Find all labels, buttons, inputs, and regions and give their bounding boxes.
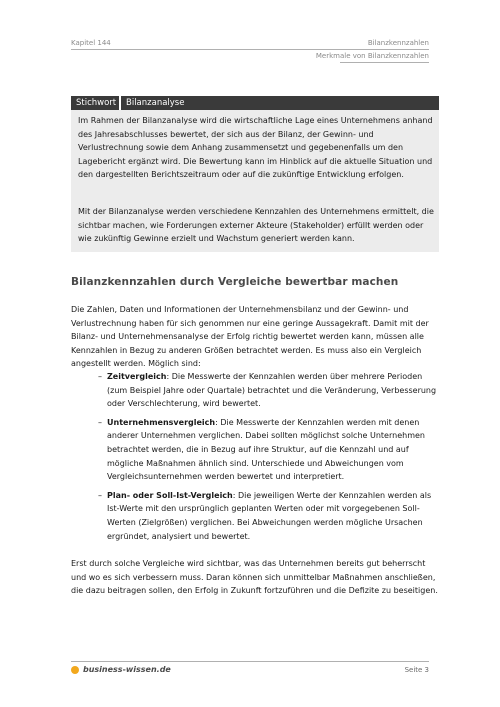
list-item-text: : Die jeweiligen Werte der Kennzahlen werden als Ist-Werte mit den ursprünglich geplanten Werten oder mit vorgegebenen Soll-Werten (Zielgrößen) verglichen. Bei Abweichungen werden mögliche Ursachen ergründet, analysiert und bewertet. [107, 490, 432, 541]
site-logo-text: business-wissen.de [83, 665, 171, 674]
subtitle-divider [340, 62, 429, 63]
section-subtitle: Merkmale von Bilanzkennzahlen [315, 52, 429, 60]
list-item-text: : Die Messwerte der Kennzahlen werden über mehrere Perioden (zum Beispiel Jahre oder Quartale) betrachtet und die Veränderung, Verbesserung oder Verschlechterung, wird bewertet. [107, 372, 437, 409]
page-number: Seite 3 [404, 666, 429, 674]
definition-paragraph-2: Mit der Bilanzanalyse werden verschiedene Kennzahlen des Unternehmens ermittelt, die sichtbar machen, wie Forderungen externer Akteure (Stakeholder) erfüllt werden oder wie zukünftig Gewinne erzielt und Wachstum generiert werden kann. [78, 207, 434, 244]
list-item-term: Unternehmensvergleich [107, 417, 216, 427]
list-dash: – [98, 372, 102, 381]
keyword-label: Stichwort [76, 98, 117, 108]
logo-dot-icon [71, 666, 79, 674]
intro-paragraph: Die Zahlen, Daten und Informationen der Unternehmensbilanz und der Gewinn- und Verlustrechnung haben für sich genommen nur eine geringe Aussagekraft. Damit mit der Bilanz- und Unternehmensanalyse der Erfolg richtig bewertet werden kann, müssen alle Kennzahlen in Bezug zu anderen Größen betrachtet werden. Es muss also ein Vergleich angestellt werden. Möglich sind: [71, 305, 429, 369]
list-item-term: Zeitvergleich [107, 372, 167, 381]
closing-paragraph: Erst durch solche Vergleiche wird sichtbar, was das Unternehmen bereits gut beherrscht und wo es sich verbessern muss. Daran können sich unmittelbar Maßnahmen anschließen, die dazu beitragen sollen, den Erfolg in Zukunft fortzuführen und die Defizite zu beseitigen. [71, 559, 438, 596]
keyword-definition-box [71, 110, 439, 252]
list-item [98, 370, 440, 411]
footer-divider [71, 661, 429, 662]
keyword-separator [119, 96, 121, 110]
list-item-text: : Die Messwerte der Kennzahlen werden mit denen anderer Unternehmen verglichen. Dabei sollten möglichst solche Unternehmen betrachtet werden, die in Bezug auf ihre Struktur, auf die Kennzahl und auf mögliche Maßnahmen ähnlich sind. Unterschiede und Abweichungen vom Vergleichsunternehmen werden bewertet und interpretiert. [107, 417, 425, 482]
section-heading: Bilanzkennzahlen durch Vergleiche bewertbar machen [71, 276, 399, 288]
keyword-title: Bilanzanalyse [126, 98, 185, 108]
header-divider [71, 49, 429, 50]
list-item [98, 489, 440, 543]
list-item [98, 416, 440, 484]
chapter-label: Kapitel 144 [71, 39, 111, 47]
list-dash: – [98, 417, 102, 427]
definition-paragraph-1: Im Rahmen der Bilanzanalyse wird die wirtschaftliche Lage eines Unternehmens anhand des Jahresabschlusses bewertet, der sich aus der Bilanz, der Gewinn- und Verlustrechnung sowie dem Anhang zusammensetzt und gegebenenfalls um den Lagebericht ergänzt wird. Die Bewertung kann im Hinblick auf die aktuelle Situation und den dargestellten Berichtszeitraum oder auf die zukünftige Entwicklung erfolgen. [78, 116, 433, 180]
list-dash: – [98, 490, 102, 500]
document-title: Bilanzkennzahlen [367, 39, 429, 47]
comparison-list [98, 370, 440, 548]
keyword-bar [71, 96, 439, 110]
list-item-term: Plan- oder Soll-Ist-Vergleich [107, 490, 233, 500]
